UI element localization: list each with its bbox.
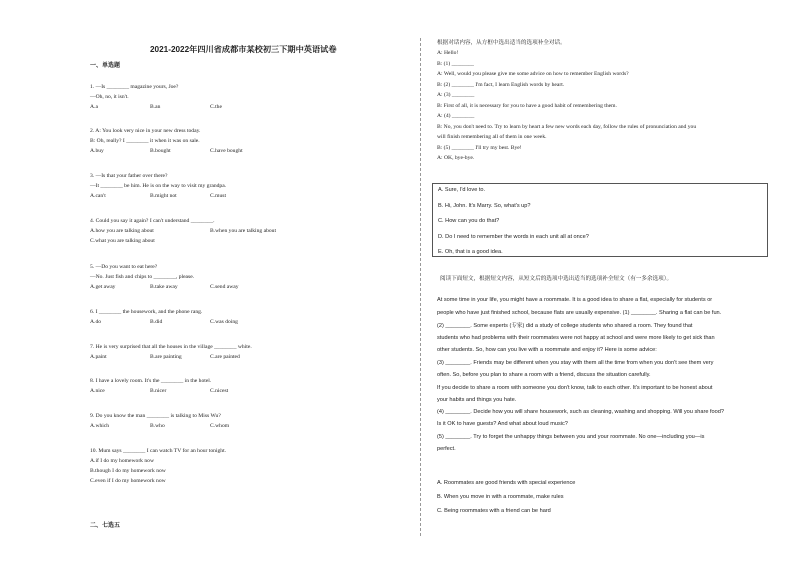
dialog-line: B: (5) ________ I'll try my best. Bye! (437, 144, 522, 151)
question-stem-line2: —It ________ be him. He is on the way to visit my grandpa. (90, 183, 227, 189)
option-c: C.are painted (210, 354, 240, 360)
passage-line: your habits and things you hate. (437, 397, 517, 403)
question-stem: 1. —Is ________ magazine yours, Joe? (90, 84, 179, 90)
dialog-line: B: First of all, it is necessary for you to have a good habit of remembering them. (437, 102, 617, 109)
dialog-line: B: (1) ________ (437, 60, 474, 67)
question-stem: 10. Mum says ________ I can watch TV for an hour tonight. (90, 448, 227, 454)
option-b: B.an (150, 104, 161, 110)
option-c: C.have bought (210, 148, 243, 154)
passage-line: At some time in your life, you might have a roommate. It is a good idea to share a flat, especially for students or (437, 297, 713, 303)
passage-line: (5) ________. Try to forget the unhappy things between you and your roommate. No one—including you—is (437, 434, 705, 440)
dialog-line: A: Well, would you please give me some advice on how to remember English words? (437, 71, 629, 77)
section-heading-single-choice: 一、单选题 (90, 63, 121, 69)
passage-line: perfect. (437, 446, 456, 452)
passage-line: If you decide to share a room with someone you don't know, talk to each other. It's important to be honest about (437, 385, 713, 391)
dialog-option: D. Do I need to remember the words in each unit all at once? (438, 233, 589, 240)
question-stem: 7. He is very surprised that all the houses in the village ________ white. (90, 344, 252, 350)
dialog-line: A: OK, bye-bye. (437, 155, 475, 161)
option-c: C.whom (210, 423, 230, 429)
option-b: B.might not (150, 193, 177, 199)
option-a: A.how you are talking about (90, 228, 154, 234)
dialog-option: B. Hi, John. It's Marry. So, what's up? (438, 202, 531, 209)
option-a: A.do (90, 319, 102, 325)
option-b: B.nicer (150, 388, 167, 394)
passage-line: people who have just finished school, because flats are usually expensive. (1) ________. Sharing a flat can be fun. (437, 310, 722, 316)
question-stem: 4. Could you say it again? I can't understand ________. (90, 218, 215, 224)
option-c: C.the (210, 104, 222, 110)
option-b: B.when you are talking about (210, 228, 277, 234)
option-b: B.though I do my homework now (90, 468, 166, 474)
question-stem: 6. I ________ the housework, and the phone rang. (90, 309, 203, 315)
dialog-instruction: 根据对话内容，从方框中选出适当的选项补全对话。 (437, 40, 566, 46)
dialog-options-box (432, 183, 768, 257)
question-stem-line2: B: Oh, really? I ________ it when it was on sale. (90, 138, 200, 144)
dialog-line: A: (3) ________ (437, 92, 475, 98)
option-a: A.if I do my homework now (90, 458, 155, 464)
option-c: C.what you are talking about (90, 238, 155, 244)
dialog-line: A: (4) ________ (437, 113, 475, 119)
option-c: C.must (210, 193, 227, 199)
option-a: A.paint (90, 354, 107, 360)
option-b: B.bought (150, 148, 171, 154)
question-stem: 8. I have a lovely room. It's the ________ in the hotel. (90, 378, 212, 384)
dialog-line: B: (2) ________ I'm fact, I learn English words by heart. (437, 81, 565, 88)
option-a: A.nice (90, 388, 105, 394)
passage-line: Is it OK to have guests? And what about loud music? (437, 421, 568, 427)
dialog-line: B: No, you don't need to. Try to learn by heart a few new words each day, follow the rules of pronunciation and you (437, 123, 697, 130)
section-heading-seven-choose-five: 二、七选五 (90, 523, 121, 529)
passage-instruction: 阅读下面短文，根据短文内容，从短文后的选项中选出适当的选项补全短文（有一多余选项）。 (440, 276, 673, 282)
option-b: B.take away (150, 284, 178, 290)
question-stem: 9. Do you know the man ________ is talking to Miss Wu? (90, 413, 221, 419)
question-stem: 5. —Do you want to eat here? (90, 264, 158, 270)
passage-line: (3) ________. Friends may be different when you stay with them all the time from when you don't see them very (437, 360, 714, 366)
page-title: 2021-2022年四川省成都市某校初三下期中英语试卷 (150, 45, 337, 54)
question-stem: 2. A: You look very nice in your new dress today. (90, 128, 201, 134)
question-stem: 3. —Is that your father over there? (90, 173, 168, 179)
passage-option: C. Being roommates with a friend can be hard (437, 508, 551, 514)
passage-option: A. Roommates are good friends with special experience (437, 480, 576, 486)
passage-option: B. When you move in with a roommate, make rules (437, 494, 564, 500)
question-stem-line2: —No. Just fish and chips to ________, please. (90, 274, 195, 280)
passage-line: often. So, before you plan to share a room with a friend, discuss the situation carefully. (437, 372, 651, 378)
column-divider (420, 38, 421, 536)
dialog-line: will finish remembering all of them in one week. (437, 134, 547, 140)
dialog-option: E. Oh, that is a good idea. (438, 249, 503, 255)
option-a: A.which (90, 423, 110, 429)
option-c: C.was doing (210, 319, 238, 325)
option-a: A.can't (90, 193, 106, 199)
option-b: B.are painting (150, 354, 182, 360)
dialog-option: A. Sure, I'd love to. (438, 187, 486, 193)
option-b: B.who (150, 423, 165, 429)
passage-line: (2) ________. Some experts (专家) did a study of college students who shared a room. They found that (437, 323, 693, 329)
option-a: A.get away (90, 284, 116, 290)
option-c: C.send away (210, 284, 239, 290)
option-c: C.nicest (210, 388, 229, 394)
option-b: B.did (150, 319, 163, 325)
option-a: A.a (90, 104, 98, 110)
question-stem-line2: —Oh, no, it isn't. (90, 94, 129, 100)
dialog-option: C. How can you do that? (438, 218, 500, 224)
passage-line: other students. So, how can you live with a roommate and enjoy it? Here is some advice: (437, 347, 657, 353)
option-a: A.buy (90, 148, 104, 154)
option-c: C.even if I do my homework now (90, 478, 166, 484)
dialog-line: A: Hello! (437, 50, 459, 56)
passage-line: (4) ________. Decide how you will share housework, such as cleaning, washing and shopping. Will you share food? (437, 409, 725, 415)
passage-line: students who had problems with their roommates were not happy at school and were more likely to get sick than (437, 335, 715, 341)
